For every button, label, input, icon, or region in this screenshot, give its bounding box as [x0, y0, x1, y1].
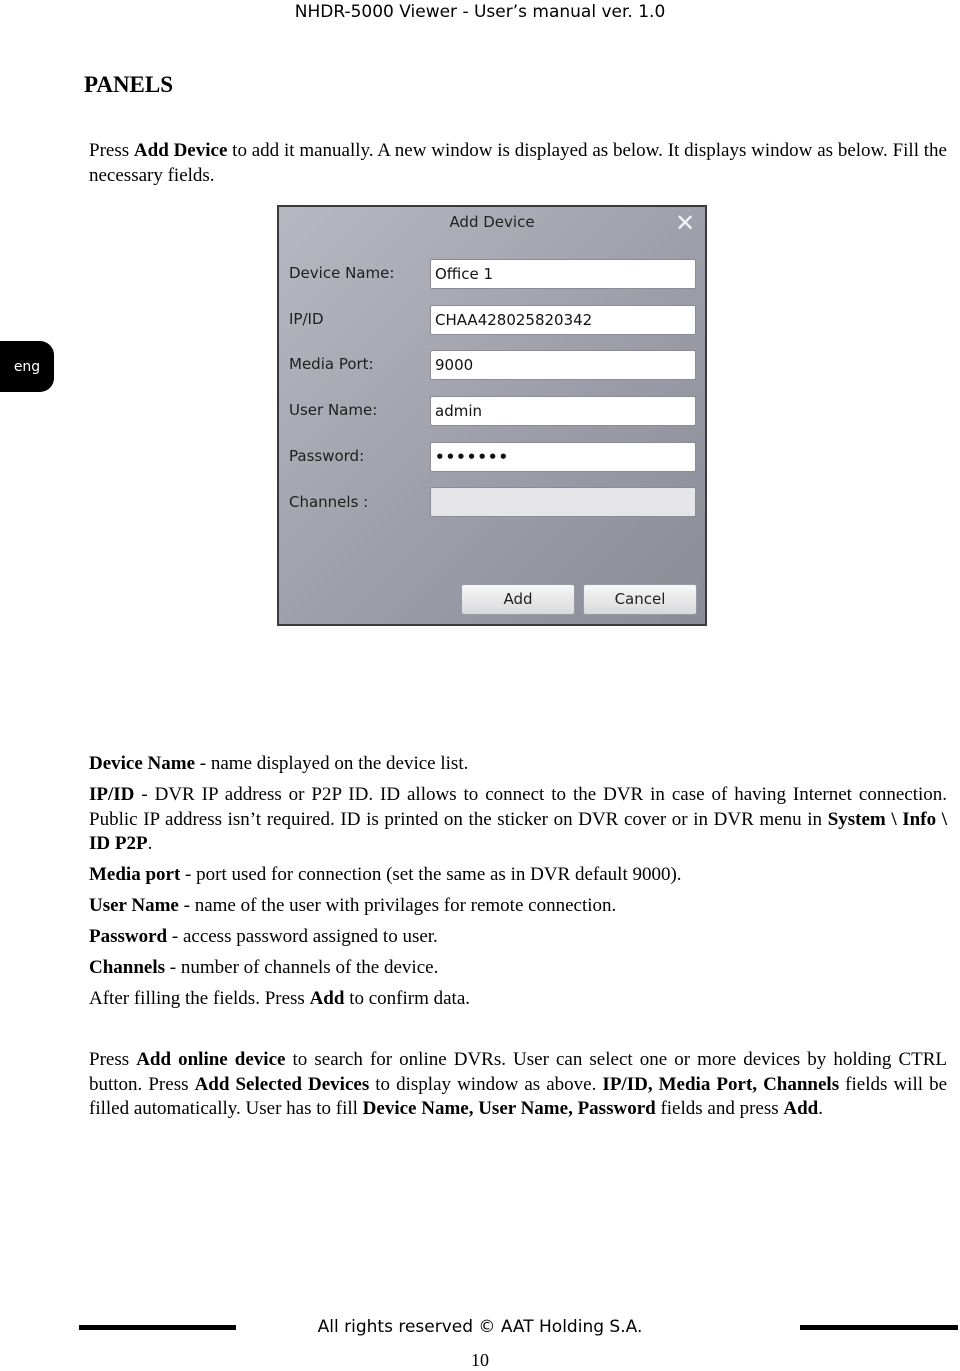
online-device-paragraph: Press Add online device to search for online DVRs. User can select one or more devices by holding CTRL button. Press Add Selected Devices to display window as above. IP/ID, Media Port, Channels fields will be filled automatically. User has to fill Device Name, User Name, Password fields and press Add.: [89, 1049, 947, 1119]
channels-field: [430, 487, 696, 517]
user-name-description: User Name - name of the user with privilages for remote connection.: [89, 895, 617, 916]
add-button[interactable]: Add: [461, 584, 575, 615]
media-port-label: Media Port:: [289, 355, 374, 373]
channels-description: Channels - number of channels of the device.: [89, 957, 439, 978]
device-name-label: Device Name:: [289, 264, 395, 282]
intro-paragraph: Press Add Device to add it manually. A new window is displayed as below. It displays window as below. Fill the necessary fields.: [89, 140, 947, 186]
section-title: PANELS: [84, 72, 174, 97]
user-name-field[interactable]: [430, 396, 696, 426]
device-name-field[interactable]: [430, 259, 696, 289]
footer-copyright: All rights reserved © AAT Holding S.A.: [317, 1317, 643, 1337]
ip-id-field[interactable]: [430, 305, 696, 335]
dialog-title: Add Device: [449, 213, 535, 231]
close-icon[interactable]: ✕: [674, 209, 696, 237]
password-description: Password - access password assigned to user.: [89, 926, 438, 947]
page-header: NHDR-5000 Viewer - User’s manual ver. 1.0: [294, 2, 666, 22]
password-field[interactable]: [430, 442, 696, 472]
channels-label: Channels :: [289, 493, 369, 511]
ip-id-description: IP/ID - DVR IP address or P2P ID. ID allows to connect to the DVR in case of having Internet connection. Public IP address isn’t required. ID is printed on the sticker on DVR cover or in DVR menu in System \ Info \ ID P2P.: [89, 784, 947, 854]
password-label: Password:: [289, 447, 365, 465]
after-filling-description: After filling the fields. Press Add to confirm data.: [89, 988, 471, 1009]
user-name-label: User Name:: [289, 401, 378, 419]
page-number: 10: [471, 1350, 489, 1370]
add-device-dialog: [277, 205, 707, 626]
media-port-field[interactable]: [430, 350, 696, 380]
device-name-description: Device Name - name displayed on the device list.: [89, 753, 469, 774]
media-port-description: Media port - port used for connection (set the same as in DVR default 9000).: [89, 864, 682, 885]
ip-id-label: IP/ID: [289, 310, 324, 328]
cancel-button[interactable]: Cancel: [583, 584, 697, 615]
language-tab: eng: [0, 341, 54, 392]
